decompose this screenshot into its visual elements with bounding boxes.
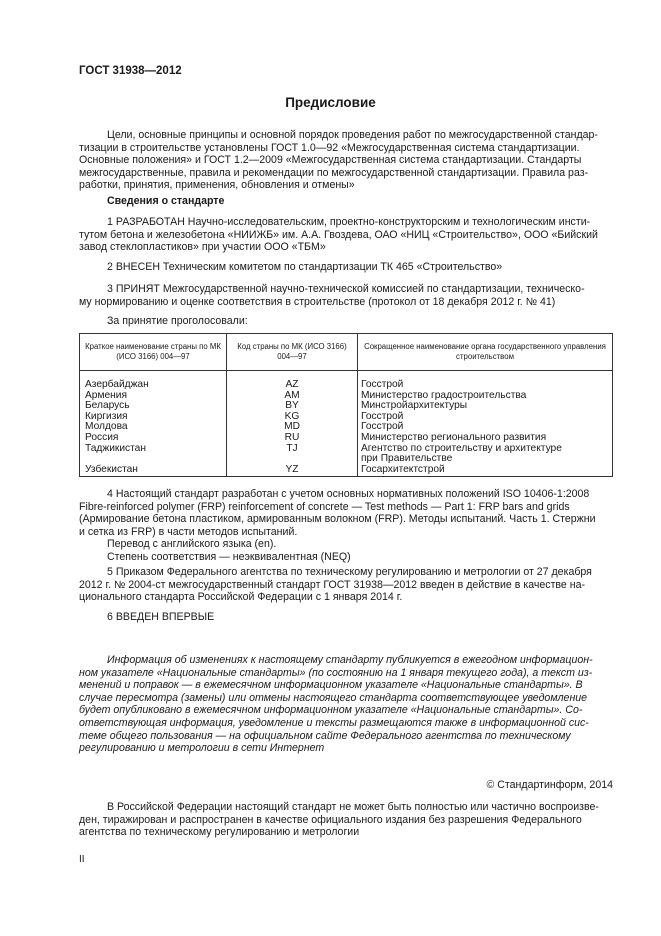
copyright: © Стандартинформ, 2014 <box>486 779 613 791</box>
document-code: ГОСТ 31938—2012 <box>79 65 182 77</box>
table-cell-agency: Госстрой <box>358 412 613 423</box>
table-cell-country: Беларусь <box>80 401 227 412</box>
table-cell-country: Азербайджан <box>80 371 227 391</box>
table-row <box>80 391 613 402</box>
change-info-line: ном указателе «Национальные стандарты» (по состоянию на 1 января текущего года), а текст из- <box>79 666 593 679</box>
intro-line: Основные положения» и ГОСТ 1.2—2009 «Межгосударственная система стандартизации. Стандарты <box>79 154 582 167</box>
table-cell-agency: Госстрой <box>358 422 613 433</box>
about-standard-heading: Сведения о стандарте <box>107 195 225 207</box>
table-cell-code: MD <box>227 422 358 433</box>
item-5-line: 2012 г. № 2004-ст межгосударственный стандарт ГОСТ 31938—2012 введен в действие в качестве на- <box>79 578 586 591</box>
change-info-line: регулированию и метрологии в сети Интернет <box>79 742 325 755</box>
table-cell-agency: при Правительстве <box>358 454 613 465</box>
table-cell-country: Киргизия <box>80 412 227 423</box>
table-cell-country: Узбекистан <box>80 465 227 477</box>
rights-paragraph <box>79 801 613 839</box>
item-5-paragraph <box>79 566 613 604</box>
table-cell-code: TJ <box>227 444 358 455</box>
table-cell-code: RU <box>227 433 358 444</box>
item-1-line: завод стеклопластиков» при участии ООО «ТБМ» <box>79 241 326 254</box>
table-cell-code: KG <box>227 412 358 423</box>
item-4-line: Степень соответствия — неэквивалентная (NEQ) <box>107 550 351 563</box>
voting-table <box>79 333 613 477</box>
table-cell-agency: Минстройархитектуры <box>358 401 613 412</box>
change-info-line: будет опубликовано в ежемесячном информационном указателе «Национальные стандарты». Со- <box>79 704 583 717</box>
table-cell-code: YZ <box>227 465 358 477</box>
item-2-line: 2 ВНЕСЕН Техническим комитетом по стандартизации ТК 465 «Строительство» <box>107 261 503 273</box>
table-cell-agency: Госстрой <box>358 371 613 391</box>
voted-label-row <box>79 315 613 328</box>
item-1-line: тутом бетона и железобетона «НИИЖБ» им. А.А. Гвоздева, ОАО «НИЦ «Строительство», ООО «Бийский <box>79 228 598 241</box>
table-cell-code: BY <box>227 401 358 412</box>
item-4-line: (Армирование бетона пластиком, армированным волокном (FRP). Методы испытаний. Часть 1. Стержни <box>79 513 596 526</box>
voted-label: За принятие проголосовали: <box>107 315 248 327</box>
table-row <box>80 444 613 455</box>
page-number: II <box>79 854 85 865</box>
intro-line: работки, принятия, применения, обновления и отмены» <box>79 179 355 192</box>
table-cell-country: Молдова <box>80 422 227 433</box>
item-2-paragraph <box>79 261 613 274</box>
table-row <box>80 454 613 465</box>
item-4-line: Перевод с английского языка (en). <box>107 538 277 551</box>
table-cell-code: AM <box>227 391 358 402</box>
table-row <box>80 412 613 423</box>
intro-line: Цели, основные принципы и основной порядок проведения работ по межгосударственной стандар- <box>107 129 598 141</box>
table-row <box>80 433 613 444</box>
change-info-paragraph <box>79 654 613 755</box>
item-1-line: 1 РАЗРАБОТАН Научно-исследовательским, проектно-конструкторским и технологическим инсти- <box>107 216 591 228</box>
change-info-line: менений и поправок — в ежемесячном информационном указателе «Национальные стандарты». В <box>79 679 583 692</box>
item-4-line: Fibre-reinforced polymer (FRP) reinforcement of concrete — Test methods — Part 1: FRP bars and grids <box>79 500 570 513</box>
intro-line: межгосударственные, правила и рекомендации по межгосударственной стандартизации. Правила раз- <box>79 166 589 179</box>
table-row <box>80 401 613 412</box>
table-header-country: Краткое наименование страны по МК (ИСО 3166) 004—97 <box>80 334 227 371</box>
item-4-line: и сетка из FRP) в части методов испытаний. <box>79 525 298 538</box>
rights-line: агентства по техническому регулированию и метрологии <box>79 826 360 839</box>
item-5-line: ционального стандарта Российской Федерации с 1 января 2014 г. <box>79 591 403 604</box>
table-cell-code: AZ <box>227 371 358 391</box>
item-3-paragraph <box>79 283 613 308</box>
table-cell-country: Таджикистан <box>80 444 227 455</box>
table-cell-agency: Госархитектстрой <box>358 465 613 477</box>
item-4-line: 4 Настоящий стандарт разработан с учетом основных нормативных положений ISO 10406-1:2008 <box>107 488 590 500</box>
item-3-line: 3 ПРИНЯТ Межгосударственной научно-технической комиссией по стандартизации, техническо- <box>107 283 585 295</box>
item-6-paragraph <box>79 611 613 624</box>
page-title: Предисловие <box>285 95 376 110</box>
change-info-line: теме общего пользования — на официальном сайте Федерального агентства по техническому <box>79 729 571 742</box>
change-info-line: ответствующая информация, уведомление и тексты размещаются также в информационной сис- <box>79 716 589 729</box>
rights-line: ден, тиражирован и распространен в качестве официального издания без разрешения Федерального <box>79 813 582 826</box>
table-cell-agency: Министерство градостроительства <box>358 391 613 402</box>
intro-paragraph <box>79 129 613 192</box>
change-info-line: случае пересмотра (замены) или отмены настоящего стандарта соответствующее уведомление <box>79 691 588 704</box>
table-row <box>80 465 613 477</box>
intro-line: тизации в строительстве установлены ГОСТ 1.0—92 «Межгосударственная система стандартизации. <box>79 141 580 154</box>
table-header-agency: Сокращенное наименование органа государственного управления строительством <box>358 334 613 371</box>
table-cell-country: Россия <box>80 433 227 444</box>
change-info-line: Информация об изменениях к настоящему стандарту публикуется в ежегодном информацион- <box>107 654 593 666</box>
item-3-line: му нормированию и оценке соответствия в строительстве (протокол от 18 декабря 2012 г. № 41) <box>79 295 556 308</box>
item-1-paragraph <box>79 216 613 254</box>
item-6-line: 6 ВВЕДЕН ВПЕРВЫЕ <box>107 611 215 623</box>
item-5-line: 5 Приказом Федерального агентства по техническому регулированию и метрологии от 27 декабря <box>107 566 592 578</box>
item-4-paragraph <box>79 488 613 564</box>
table-cell-agency: Министерство регионального развития <box>358 433 613 444</box>
rights-line: В Российской Федерации настоящий стандарт не может быть полностью или частично воспроизве- <box>107 801 599 813</box>
table-cell-agency: Агентство по строительству и архитектуре <box>358 444 613 455</box>
table-row <box>80 371 613 391</box>
table-cell-country: Армения <box>80 391 227 402</box>
table-header-row <box>80 334 613 371</box>
table-header-code: Код страны по МК (ИСО 3166) 004—97 <box>227 334 358 371</box>
